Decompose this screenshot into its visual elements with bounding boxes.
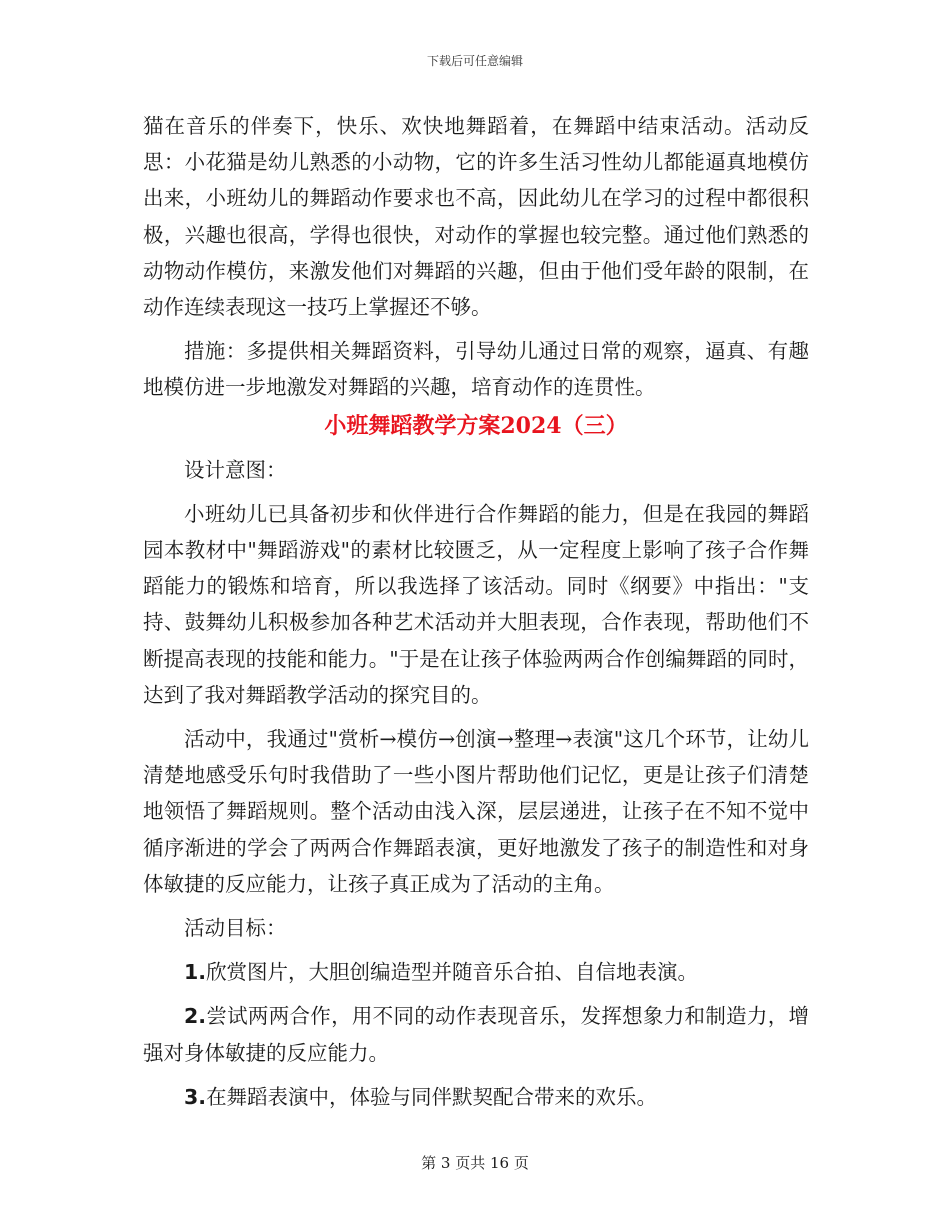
- paragraph-design-intent: 小班幼儿已具备初步和伙伴进行合作舞蹈的能力，但是在我园的舞蹈园本教材中"舞蹈游戏"的素材比较匮乏，从一定程度上影响了孩子合作舞蹈能力的锻炼和培育，所以我选择了该活动。同时《纲要》中指出："支持、鼓舞幼儿积极参加各种艺术活动并大胆表现，合作表现，帮助他们不断提高表现的技能和能力。"于是在让孩子体验两两合作创编舞蹈的同时，达到了我对舞蹈教学活动的探究目的。: [143, 501, 809, 707]
- goal-number: 2.: [184, 1004, 207, 1029]
- paragraph-activity-process: 活动中，我通过"赏析→模仿→创演→整理→表演"这几个环节，让幼儿清楚地感受乐句时我借助了一些小图片帮助他们记忆，更是让孩子们清楚地领悟了舞蹈规则。整个活动由浅入深，层层递进，让孩子在不知不觉中循序渐进的学会了两两合作舞蹈表演，更好地激发了孩子的制造性和对身体敏捷的反应能力，让孩子真正成为了活动的主角。: [143, 727, 809, 896]
- paragraph-reflection: 猫在音乐的伴奏下，快乐、欢快地舞蹈着，在舞蹈中结束活动。活动反思：小花猫是幼儿熟悉的小动物，它的许多生活习性幼儿都能逼真地模仿出来，小班幼儿的舞蹈动作要求也不高，因此幼儿在学习的过程中都很积极，兴趣也很高，学得也很快，对动作的掌握也较完整。通过他们熟悉的动物动作模仿，来激发他们对舞蹈的兴趣，但由于他们受年龄的限制，在动作连续表现这一技巧上掌握还不够。: [143, 114, 809, 320]
- header-note: 下载后可任意编辑: [426, 54, 523, 68]
- goal-text: 在舞蹈表演中，体验与同伴默契配合带来的欢乐。: [206, 1084, 658, 1109]
- goal-item-3: [143, 1079, 809, 1115]
- goal-number: 3.: [184, 1084, 207, 1109]
- goal-text: 尝试两两合作，用不同的动作表现音乐，发挥想象力和制造力，增强对身体敏捷的反应能力。: [143, 1004, 809, 1065]
- goal-text: 欣赏图片，大胆创编造型并随音乐合拍、自信地表演。: [206, 960, 699, 985]
- paragraph-design-heading: 设计意图：: [184, 457, 287, 482]
- paragraph-measures: 措施：多提供相关舞蹈资料，引导幼儿通过日常的观察，逼真、有趣地模仿进一步地激发对舞蹈的兴趣，培育动作的连贯性。: [143, 339, 809, 400]
- paragraph-goals-heading: 活动目标：: [184, 916, 287, 941]
- goal-item-2: [143, 998, 809, 1070]
- document-body: [143, 108, 809, 1123]
- goal-item-1: [143, 954, 809, 990]
- page-number-footer: 第 3 页共 16 页: [421, 1154, 529, 1172]
- section-title: 小班舞蹈教学方案2024（三）: [324, 412, 628, 439]
- goal-number: 1.: [184, 960, 207, 985]
